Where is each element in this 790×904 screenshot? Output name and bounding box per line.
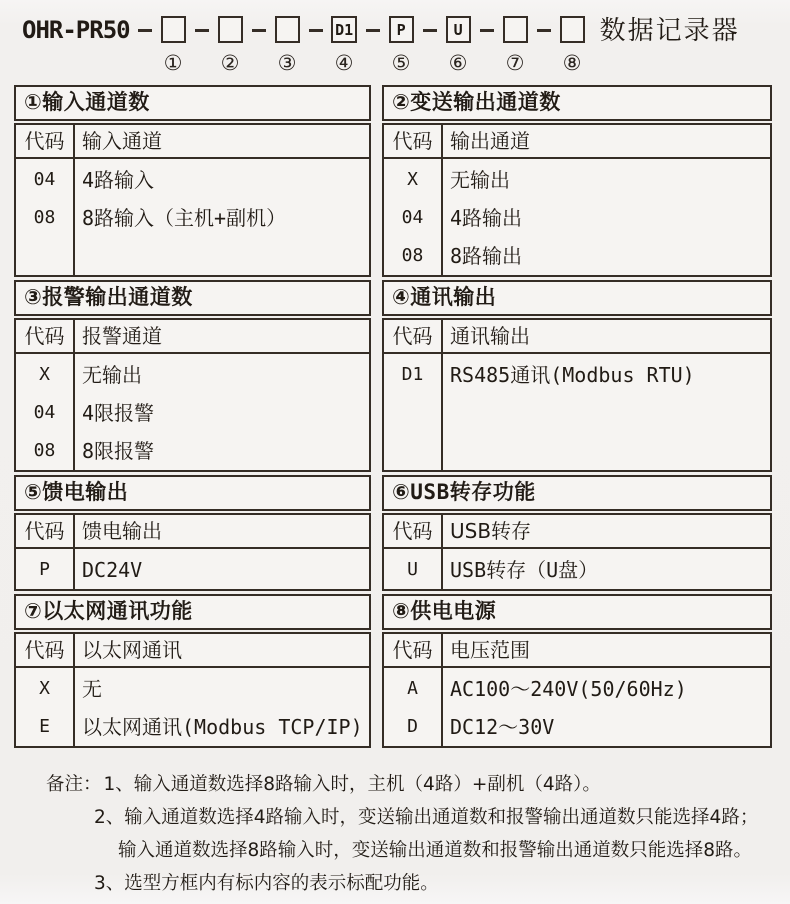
- desc-header-cell: 以太网通讯: [73, 634, 369, 666]
- code-cell: P: [39, 559, 50, 580]
- desc-column: [441, 549, 770, 589]
- desc-header-cell: 输出通道: [441, 125, 770, 157]
- position-number-4: ④: [334, 51, 354, 75]
- section-power-feed: [14, 475, 371, 591]
- model-code-line: [22, 16, 772, 74]
- code-slot-1: [160, 16, 187, 74]
- code-cell: 08: [33, 207, 56, 228]
- desc-column: [441, 354, 770, 470]
- desc-column: [73, 354, 369, 470]
- code-cell: 04: [33, 402, 56, 423]
- code-slot-4: [331, 16, 358, 74]
- code-cell: D: [407, 716, 418, 737]
- section-table: [382, 632, 772, 748]
- desc-cell: 无输出: [82, 363, 142, 387]
- section-transmit-output: [382, 85, 772, 277]
- code-box-4: D1: [331, 16, 357, 43]
- desc-column: [73, 549, 369, 589]
- position-number-2: ②: [220, 51, 240, 75]
- table-body: [16, 354, 369, 470]
- notes-label: 备注：: [46, 774, 102, 795]
- table-header-row: [384, 515, 770, 549]
- code-box-8: [560, 16, 585, 43]
- desc-cell: 4路输出: [450, 206, 523, 230]
- section-title: ①输入通道数: [14, 85, 371, 121]
- section-title: ⑥USB转存功能: [382, 475, 772, 511]
- code-column: [16, 549, 73, 589]
- desc-column: [441, 668, 770, 746]
- code-header-cell: 代码: [392, 638, 433, 662]
- section-alarm-output: [14, 280, 371, 472]
- note-line: [46, 834, 772, 867]
- desc-column: [441, 159, 770, 275]
- section-title: ⑧供电电源: [382, 594, 772, 630]
- code-header-cell: 代码: [24, 324, 65, 348]
- code-cell: E: [39, 716, 50, 737]
- code-cell: 08: [401, 245, 424, 266]
- note-line: [46, 867, 772, 900]
- position-number-7: ⑦: [505, 51, 525, 75]
- position-number-5: ⑤: [391, 51, 411, 75]
- desc-column: [73, 668, 369, 746]
- code-cell: 04: [33, 169, 56, 190]
- dash-separator: [423, 29, 437, 32]
- position-number-6: ⑥: [448, 51, 468, 75]
- note-text: 3、选型方框内有标内容的表示标配功能。: [94, 873, 439, 894]
- section-usb-transfer: [382, 475, 772, 591]
- code-header-cell: 代码: [24, 638, 65, 662]
- desc-cell: 无输出: [450, 168, 510, 192]
- section-comm-output: [382, 280, 772, 472]
- dash-separator: [252, 29, 266, 32]
- table-body: [16, 549, 369, 589]
- code-header-cell: 代码: [24, 519, 65, 543]
- table-header-row: [384, 125, 770, 159]
- code-box-6: U: [446, 16, 471, 43]
- table-body: [384, 668, 770, 746]
- table-header-row: [16, 320, 369, 354]
- code-box-2: [218, 16, 243, 43]
- code-column: [384, 159, 441, 275]
- desc-cell: RS485通讯(Modbus RTU): [450, 363, 695, 387]
- note-line: [46, 801, 772, 834]
- table-body: [384, 354, 770, 470]
- notes: [14, 768, 772, 900]
- desc-header-cell: USB转存: [441, 515, 770, 547]
- code-cell: X: [407, 169, 418, 190]
- code-header-cell: 代码: [24, 129, 65, 153]
- dash-separator: [366, 29, 380, 32]
- code-cell: U: [407, 559, 418, 580]
- code-slot-8: [559, 16, 586, 74]
- desc-header-cell: 馈电输出: [73, 515, 369, 547]
- code-column: [384, 354, 441, 470]
- code-slot-6: [445, 16, 472, 74]
- desc-cell: DC24V: [82, 558, 143, 582]
- code-box-3: [275, 16, 300, 43]
- code-slot-5: [388, 16, 415, 74]
- desc-cell: 8路输出: [450, 244, 523, 268]
- section-title: ③报警输出通道数: [14, 280, 371, 316]
- section-title: ⑦以太网通讯功能: [14, 594, 371, 630]
- code-header-cell: 代码: [392, 129, 433, 153]
- code-box-7: [503, 16, 528, 43]
- position-number-3: ③: [277, 51, 297, 75]
- code-cell: A: [407, 678, 418, 699]
- table-header-row: [384, 320, 770, 354]
- section-table: [14, 123, 371, 277]
- desc-header-cell: 电压范围: [441, 634, 770, 666]
- position-number-8: ⑧: [562, 51, 582, 75]
- dash-separator: [195, 29, 209, 32]
- section-ethernet: [14, 594, 371, 748]
- code-header-cell: 代码: [392, 324, 433, 348]
- table-header-row: [16, 125, 369, 159]
- code-column: [16, 354, 73, 470]
- desc-cell: 以太网通讯(Modbus TCP/IP): [82, 715, 363, 739]
- dash-separator: [138, 29, 152, 32]
- section-title: ⑤馈电输出: [14, 475, 371, 511]
- selection-grid: [14, 85, 772, 748]
- desc-cell: 8限报警: [82, 439, 155, 463]
- position-number-1: ①: [163, 51, 183, 75]
- note-text: 2、输入通道数选择4路输入时，变送输出通道数和报警输出通道数只能选择4路；: [94, 807, 759, 828]
- code-slot-3: [274, 16, 301, 74]
- desc-cell: DC12～30V: [450, 715, 555, 739]
- table-header-row: [384, 634, 770, 668]
- code-cell: D1: [401, 364, 424, 385]
- section-table: [382, 318, 772, 472]
- desc-cell: 4限报警: [82, 401, 155, 425]
- note-text: 1、输入通道数选择8路输入时，主机（4路）+副机（4路）。: [103, 774, 601, 795]
- code-slot-7: [502, 16, 529, 74]
- table-body: [384, 549, 770, 589]
- dash-separator: [309, 29, 323, 32]
- section-table: [14, 513, 371, 591]
- model-suffix: 数据记录器: [599, 16, 740, 46]
- note-text: 输入通道数选择8路输入时，变送输出通道数和报警输出通道数只能选择8路。: [118, 840, 753, 861]
- desc-cell: 8路输入（主机+副机）: [82, 206, 287, 230]
- desc-cell: 4路输入: [82, 168, 155, 192]
- code-header-cell: 代码: [392, 519, 433, 543]
- table-body: [384, 159, 770, 275]
- code-column: [384, 549, 441, 589]
- code-column: [384, 668, 441, 746]
- section-table: [14, 632, 371, 748]
- section-title: ④通讯输出: [382, 280, 772, 316]
- table-body: [16, 668, 369, 746]
- code-box-5: P: [389, 16, 414, 43]
- desc-header-cell: 报警通道: [73, 320, 369, 352]
- code-column: [16, 159, 73, 275]
- desc-cell: AC100～240V(50/60Hz): [450, 677, 687, 701]
- dash-separator: [480, 29, 494, 32]
- dash-separator: [537, 29, 551, 32]
- table-header-row: [16, 634, 369, 668]
- section-power-supply: [382, 594, 772, 748]
- section-input-channels: [14, 85, 371, 277]
- model-code-header: [14, 12, 772, 74]
- code-cell: 04: [401, 207, 424, 228]
- code-cell: 08: [33, 440, 56, 461]
- code-column: [16, 668, 73, 746]
- section-title: ②变送输出通道数: [382, 85, 772, 121]
- code-slot-2: [217, 16, 244, 74]
- note-line: [46, 768, 772, 801]
- desc-header-cell: 通讯输出: [441, 320, 770, 352]
- section-table: [382, 123, 772, 277]
- code-cell: X: [39, 364, 50, 385]
- section-table: [382, 513, 772, 591]
- model-prefix: OHR-PR50: [22, 16, 130, 44]
- desc-cell: 无: [82, 677, 102, 701]
- table-header-row: [16, 515, 369, 549]
- desc-header-cell: 输入通道: [73, 125, 369, 157]
- desc-cell: USB转存（U盘）: [450, 558, 599, 582]
- desc-column: [73, 159, 369, 275]
- table-body: [16, 159, 369, 275]
- code-box-1: [161, 16, 186, 43]
- code-cell: X: [39, 678, 50, 699]
- section-table: [14, 318, 371, 472]
